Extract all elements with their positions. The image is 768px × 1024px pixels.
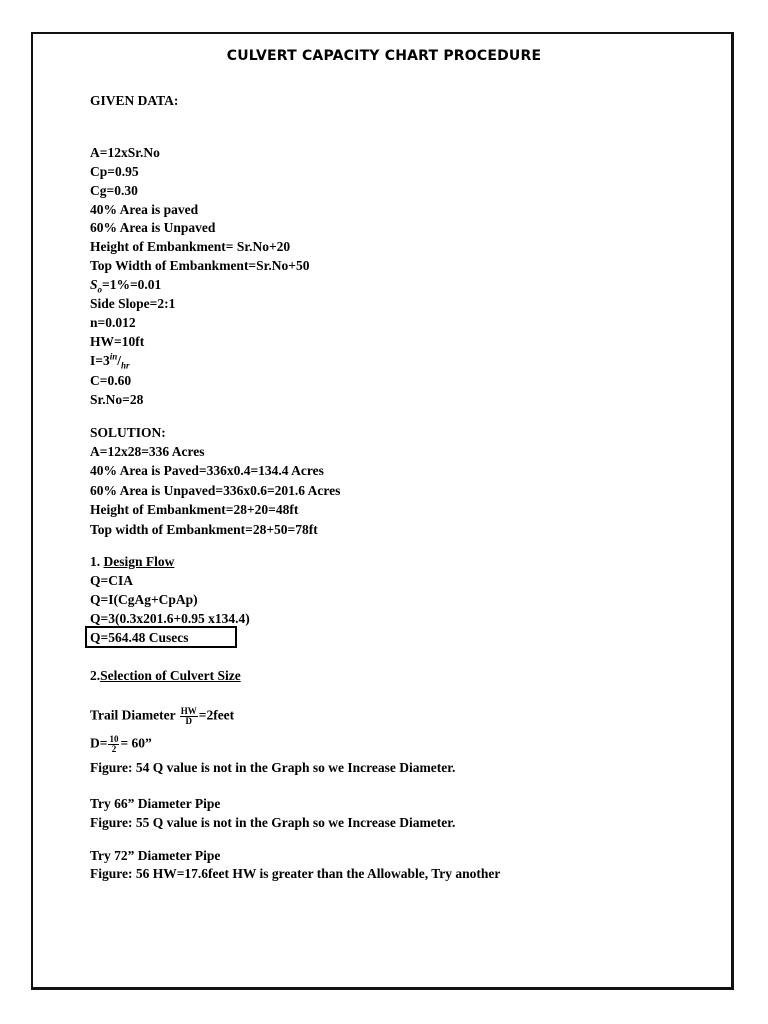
diameter-line — [90, 735, 152, 754]
selection-number: 2. — [90, 668, 101, 683]
given-slope — [90, 277, 161, 293]
figure-55-note: Figure: 55 Q value is not in the Graph so we Increase Diameter. — [90, 815, 456, 830]
slope-value: =1%=0.01 — [102, 277, 162, 292]
design-flow-q3: Q=3(0.3x201.6+0.95 x134.4) — [90, 611, 250, 626]
given-area: A=12xSr.No — [90, 145, 160, 160]
diameter-label: D= — [90, 735, 108, 751]
figure-54-note: Figure: 54 Q value is not in the Graph so we Increase Diameter. — [90, 760, 456, 775]
design-flow-result: Q=564.48 Cusecs — [90, 630, 189, 645]
fraction-denominator: 2 — [111, 744, 117, 754]
try-66-line: Try 66” Diameter Pipe — [90, 796, 221, 811]
design-flow-number: 1. — [90, 554, 104, 569]
selection-heading — [90, 668, 241, 684]
given-height: Height of Embankment= Sr.No+20 — [90, 239, 291, 254]
fraction-numerator: 10 — [109, 734, 119, 744]
solution-paved: 40% Area is Paved=336x0.4=134.4 Acres — [90, 463, 324, 478]
hw-over-d-fraction — [180, 707, 198, 726]
selection-title: Selection of Culvert Size — [100, 668, 241, 683]
fraction-numerator: HW — [180, 706, 197, 716]
slope-subscript: o — [97, 284, 103, 295]
solution-top-width: Top width of Embankment=28+50=78ft — [90, 522, 318, 537]
document-title: CULVERT CAPACITY CHART PROCEDURE — [226, 48, 542, 64]
given-cg: Cg=0.30 — [90, 183, 138, 198]
figure-56-note: Figure: 56 HW=17.6feet HW is greater than the Allowable, Try another — [90, 866, 501, 881]
solution-area: A=12x28=336 Acres — [90, 444, 205, 459]
given-n: n=0.012 — [90, 315, 136, 330]
intensity-sub: hr — [120, 360, 130, 371]
given-top-width: Top Width of Embankment=Sr.No+50 — [90, 258, 310, 273]
intensity-sup: in — [109, 351, 118, 362]
design-flow-q2: Q=I(CgAg+CpAp) — [90, 592, 198, 607]
try-72-line: Try 72” Diameter Pipe — [90, 848, 221, 863]
given-c: C=0.60 — [90, 373, 132, 388]
slope-symbol: S — [90, 277, 98, 292]
intensity-slash: / — [117, 353, 121, 368]
trail-label: Trail Diameter — [90, 707, 179, 723]
fraction-denominator: D — [185, 716, 192, 726]
ten-over-two-fraction — [108, 735, 119, 754]
given-paved: 40% Area is paved — [90, 202, 199, 217]
design-flow-title: Design Flow — [103, 554, 175, 569]
diameter-value: = 60” — [120, 735, 152, 751]
design-flow-q1: Q=CIA — [90, 573, 133, 588]
given-intensity — [90, 353, 130, 369]
trail-value: =2feet — [198, 707, 235, 723]
given-side-slope: Side Slope=2:1 — [90, 296, 176, 311]
given-srno: Sr.No=28 — [90, 392, 144, 407]
solution-height: Height of Embankment=28+20=48ft — [90, 502, 299, 517]
given-unpaved: 60% Area is Unpaved — [90, 220, 216, 235]
solution-heading: SOLUTION: — [90, 425, 166, 440]
given-hw: HW=10ft — [90, 334, 145, 349]
design-flow-heading — [90, 554, 174, 570]
given-cp: Cp=0.95 — [90, 164, 139, 179]
solution-unpaved: 60% Area is Unpaved=336x0.6=201.6 Acres — [90, 483, 341, 498]
intensity-value: I=3 — [90, 353, 110, 368]
given-data-heading: GIVEN DATA: — [90, 93, 179, 108]
trail-diameter-line — [90, 707, 234, 726]
